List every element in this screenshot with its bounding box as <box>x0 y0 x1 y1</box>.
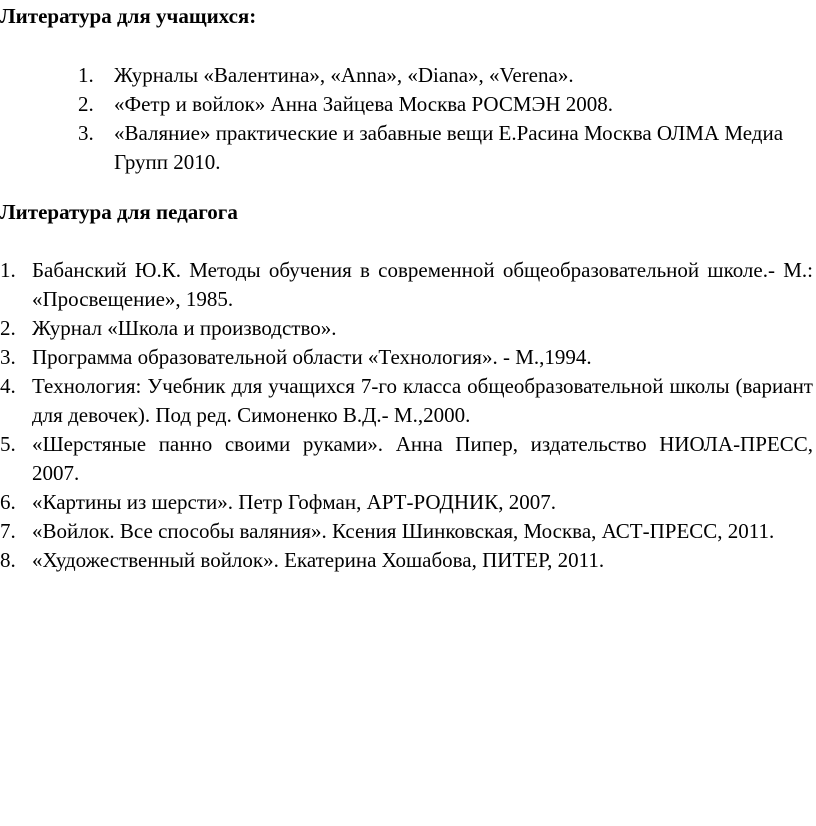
students-literature-list <box>78 61 816 177</box>
teacher-literature-heading: Литература для педагога <box>0 200 238 224</box>
item-text: Технология: Учебник для учащихся 7-го класса общеобразовательной школы (вариант для девочек). Под ред. Симоненко В.Д.- М.,2000. <box>32 374 813 427</box>
item-number: 4. <box>0 374 16 398</box>
list-item <box>0 343 813 372</box>
item-number: 5. <box>0 432 16 456</box>
item-text: «Фетр и войлок» Анна Зайцева Москва РОСМЭН 2008. <box>114 92 614 116</box>
item-number: 7. <box>0 519 16 543</box>
item-text: Бабанский Ю.К. Методы обучения в современной общеобразовательной школе.- М.: «Просвещение», 1985. <box>32 258 813 311</box>
item-number: 8. <box>0 548 16 572</box>
list-item <box>78 61 816 90</box>
item-text: «Войлок. Все способы валяния». Ксения Шинковская, Москва, АСТ-ПРЕСС, 2011. <box>32 519 775 543</box>
list-item <box>0 256 813 314</box>
item-text: Журнал «Школа и производство». <box>32 316 337 340</box>
item-number: 2. <box>78 92 94 116</box>
list-item <box>0 517 813 546</box>
list-item <box>0 430 813 488</box>
item-number: 3. <box>78 121 94 145</box>
item-number: 1. <box>78 63 94 87</box>
item-text: «Художественный войлок». Екатерина Хошабова, ПИТЕР, 2011. <box>32 548 605 572</box>
list-item <box>0 372 813 430</box>
item-text: «Картины из шерсти». Петр Гофман, АРТ-РОДНИК, 2007. <box>32 490 556 514</box>
list-item <box>0 314 813 343</box>
item-number: 6. <box>0 490 16 514</box>
item-text: «Шерстяные панно своими руками». Анна Пипер, издательство НИОЛА-ПРЕСС, 2007. <box>32 432 813 485</box>
students-literature-heading: Литература для учащихся: <box>0 4 257 28</box>
item-text: Программа образовательной области «Технология». - М.,1994. <box>32 345 592 369</box>
item-text: «Валяние» практические и забавные вещи Е.Расина Москва ОЛМА Медиа Групп 2010. <box>114 121 784 174</box>
item-number: 3. <box>0 345 16 369</box>
item-text: Журналы «Валентина», «Anna», «Diana», «Verena». <box>114 63 574 87</box>
list-item <box>78 90 816 119</box>
item-number: 1. <box>0 258 16 282</box>
item-number: 2. <box>0 316 16 340</box>
list-item <box>0 488 813 517</box>
teacher-literature-list <box>0 256 813 575</box>
list-item <box>0 546 813 575</box>
list-item <box>78 119 816 177</box>
